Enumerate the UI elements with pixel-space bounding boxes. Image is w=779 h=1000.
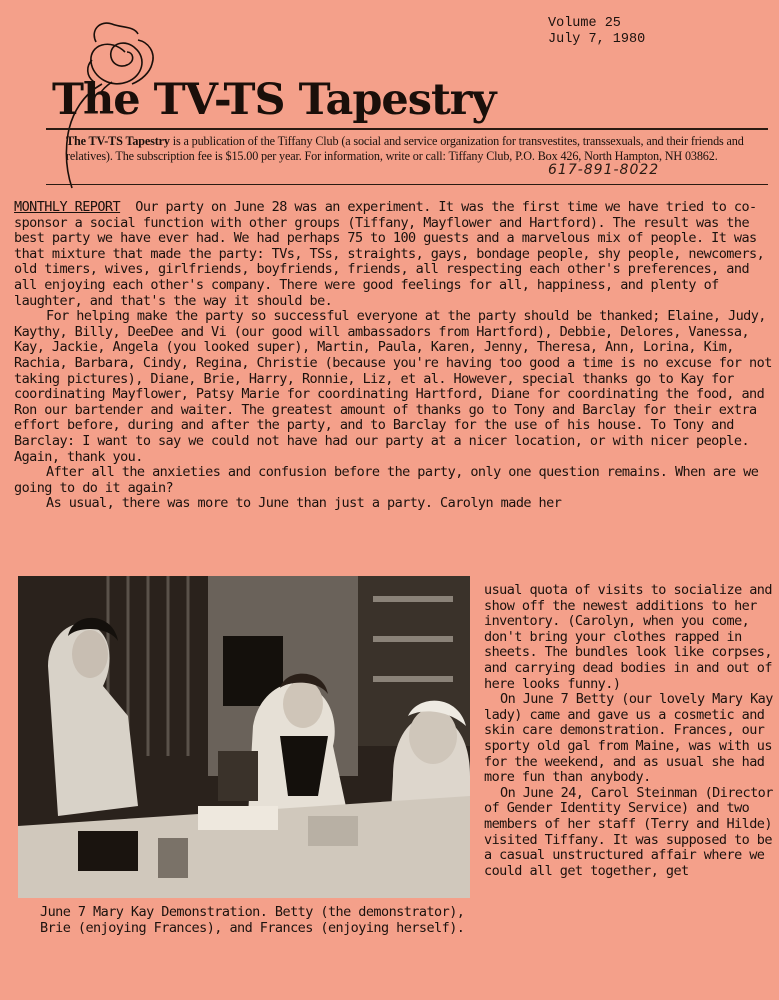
photo-caption: June 7 Mary Kay Demonstration. Betty (the demonstrator), Brie (enjoying Frances), and Frances (enjoying herself).	[40, 904, 465, 936]
demonstration-photo	[18, 576, 470, 898]
right-column	[484, 583, 774, 879]
section-heading: MONTHLY REPORT	[14, 199, 121, 215]
publication-info	[66, 134, 771, 164]
monthly-report	[14, 200, 774, 512]
photo-image	[18, 576, 470, 898]
report-paragraph-2: For helping make the party so successful everyone at the party should be thanked; Elaine, Judy, Kaythy, Billy, DeeDee and Vi (our good will ambassadors from Hartford), Debbie, Delores, Vanessa, Kay, Jackie, Angela (you looked super), Martin, Paula, Karen, Jenny, Theresa, Ann, Lorina, Kim, Rachia, Barbara, Cindy, Regina, Christie (because you're having too good a time is no excuse for not taking pictures), Diane, Brie, Harry, Ronnie, Liz, et al. However, special thanks go to Kay for coordinating Mayflower, Patsy Marie for coordinating Hartford, Diane for coordinating the food, and Ron our bartender and waiter. The greatest amount of thanks go to Tony and Barclay for their extra effort before, during and after the party, and to Barclay for the use of his house. To Tony and Barclay: I want to say we could not have had our party at a nicer location, or with nicer people. Again, thank you.	[14, 308, 772, 465]
publication-name: The TV-TS Tapestry	[66, 134, 170, 148]
column-paragraph-3: On June 24, Carol Steinman (Director of Gender Identity Service) and two members of her staff (Terry and Hilde) visited Tiffany. It was supposed to be a casual unstructured affair where we could all get together, get	[484, 784, 773, 879]
report-paragraph-3: After all the anxieties and confusion before the party, only one question remains. When are we going to do it again?	[14, 464, 759, 496]
issue-date: July 7, 1980	[548, 32, 646, 47]
report-paragraph-4: As usual, there was more to June than just a party. Carolyn made her	[46, 495, 562, 512]
info-rule	[46, 184, 768, 185]
masthead-title: The TV-TS Tapestry	[52, 75, 496, 125]
column-paragraph-2: On June 7 Betty (our lovely Mary Kay lady) came and gave us a cosmetic and skin care demonstration. Frances, our sporty old gal from Maine, was with us for the weekend, and as usual she had more fun than anybody.	[484, 691, 773, 786]
masthead-rule	[46, 128, 768, 130]
column-paragraph-1: usual quota of visits to socialize and show off the newest additions to her inventory. (Carolyn, when you come, don't bring your clothes rapped in sheets. The bundles look like corpses, and carrying dead bodies in and out of here looks funny.)	[484, 582, 772, 692]
handwritten-phone: 617-891-8022	[548, 162, 660, 178]
report-paragraph-1: MONTHLY REPORT Our party on June 28 was an experiment. It was the first time we have tried to co-sponsor a social function with other groups (Tiffany, Mayflower and Hartford). The result was the best party we have ever had. We had perhaps 75 to 100 guests and a marvelous mix of people. It was that mixture that made the party: TVs, TSs, straights, gays, bondage people, shy people, newcomers, old timers, wives, girlfriends, boyfriends, friends, all respecting each other's preferences, and all enjoying each other's company. There were good feelings for all, happiness, and plenty of laughter, and that's the way it should be.	[14, 199, 765, 309]
volume-number: Volume 25	[548, 16, 621, 31]
publication-description: is a publication of the Tiffany Club (a social and service organization for transvestites, transsexuals, and their friends and relatives). The subscription fee is $15.00 per year. For information, write or call: Tiffany Club, P.O. Box 426, North Hampton, NH 03862.	[66, 134, 744, 163]
issue-info	[548, 16, 645, 48]
